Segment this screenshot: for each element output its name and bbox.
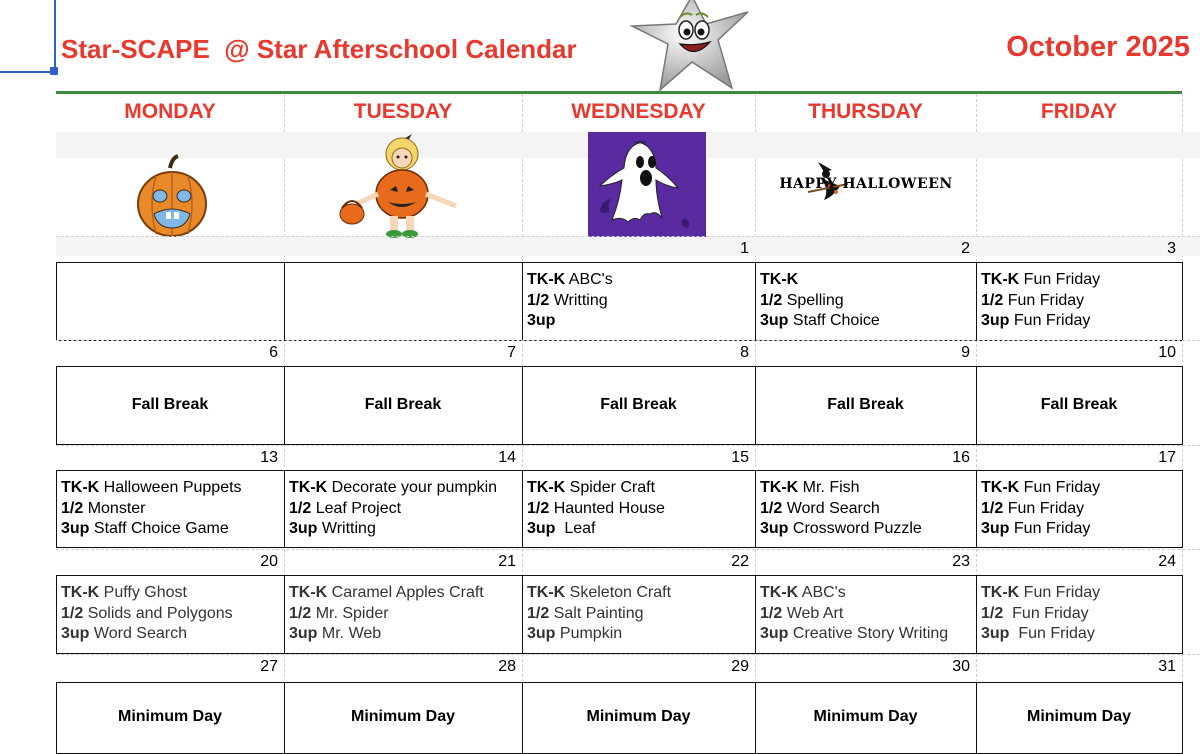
activity-text: Fun Friday bbox=[1019, 584, 1101, 601]
grade-label: 3up bbox=[981, 625, 1010, 642]
week-separator bbox=[56, 549, 1200, 550]
grade-label: 1/2 bbox=[289, 499, 312, 517]
month-label: October 2025 bbox=[1006, 31, 1190, 63]
grade-label: TK-K bbox=[61, 584, 100, 601]
activity-text: Fun Friday bbox=[1003, 291, 1085, 309]
activity-row bbox=[527, 583, 671, 604]
grade-label: TK-K bbox=[527, 479, 566, 496]
grade-label: 3up bbox=[527, 625, 556, 642]
trick-or-treat-girl-icon bbox=[336, 130, 468, 240]
grade-label: 3up bbox=[981, 520, 1010, 537]
activity-text: Web Art bbox=[782, 604, 844, 622]
happy-halloween-witch-icon bbox=[768, 158, 964, 202]
grade-label: TK-K bbox=[981, 271, 1020, 288]
grade-label: 1/2 bbox=[981, 604, 1004, 622]
activity-row bbox=[981, 270, 1100, 291]
day-header-friday: FRIDAY bbox=[1040, 100, 1118, 123]
week-separator bbox=[56, 654, 1200, 655]
day-cell-monday[interactable] bbox=[56, 262, 285, 341]
activity-row bbox=[981, 291, 1084, 312]
activity-row bbox=[289, 604, 389, 625]
grade-label: 3up bbox=[61, 520, 90, 537]
activity-row bbox=[760, 291, 844, 312]
activity-text: Fun Friday bbox=[1019, 271, 1101, 288]
date-number: 1 bbox=[740, 240, 749, 257]
grade-label: TK-K bbox=[61, 479, 100, 496]
date-number: 7 bbox=[507, 344, 516, 361]
star-mascot-icon bbox=[630, 0, 752, 92]
activity-row bbox=[527, 291, 608, 312]
grade-label: 3up bbox=[981, 312, 1010, 329]
grade-label: 3up bbox=[61, 625, 90, 642]
date-number: 8 bbox=[740, 344, 749, 361]
activity-text: Decorate your pumpkin bbox=[327, 479, 498, 496]
activity-text: Leaf bbox=[555, 520, 596, 537]
date-number: 22 bbox=[731, 553, 749, 570]
selection-guide-vertical bbox=[54, 0, 56, 72]
day-cell-tuesday[interactable] bbox=[284, 262, 523, 341]
activity-row bbox=[61, 519, 229, 540]
activity-text: Word Search bbox=[89, 625, 187, 642]
special-day-label: Fall Break bbox=[827, 395, 904, 413]
special-day-label: Minimum Day bbox=[1026, 708, 1131, 725]
grade-label: TK-K bbox=[760, 584, 799, 601]
activity-text: Salt Painting bbox=[549, 604, 644, 622]
selection-guide-horizontal bbox=[0, 71, 56, 73]
date-number: 14 bbox=[498, 449, 516, 466]
activity-text: ABC's bbox=[798, 584, 846, 601]
activity-text: Puffy Ghost bbox=[99, 584, 187, 601]
activity-row bbox=[289, 624, 381, 645]
grade-label: 1/2 bbox=[289, 604, 312, 622]
activity-text: Mr. Fish bbox=[798, 479, 860, 496]
activity-text: Fun Friday bbox=[1003, 604, 1089, 622]
activity-row bbox=[61, 624, 187, 645]
date-number: 20 bbox=[260, 553, 278, 570]
special-day-label: Minimum Day bbox=[586, 708, 691, 725]
week-separator bbox=[56, 236, 1200, 237]
activity-row bbox=[760, 519, 922, 540]
date-number: 23 bbox=[952, 553, 970, 570]
grade-label: 1/2 bbox=[981, 499, 1004, 517]
date-number: 15 bbox=[731, 449, 749, 466]
grade-label: 3up bbox=[527, 312, 556, 329]
activity-text: Fun Friday bbox=[1003, 499, 1085, 517]
grade-label: 1/2 bbox=[981, 291, 1004, 309]
activity-text: Staff Choice Game bbox=[89, 520, 229, 537]
grade-label: TK-K bbox=[760, 479, 799, 496]
grade-label: 3up bbox=[760, 312, 789, 329]
activity-text: ABC's bbox=[565, 271, 613, 288]
grade-label: TK-K bbox=[289, 584, 328, 601]
date-number: 10 bbox=[1158, 344, 1176, 361]
grade-label: 1/2 bbox=[760, 291, 783, 309]
date-number: 27 bbox=[260, 658, 278, 675]
activity-row bbox=[981, 604, 1089, 625]
grade-label: TK-K bbox=[760, 271, 799, 288]
activity-row bbox=[981, 583, 1100, 604]
activity-row bbox=[981, 499, 1084, 520]
activity-row bbox=[981, 624, 1095, 645]
activity-text: Fun Friday bbox=[1009, 520, 1091, 537]
date-number: 3 bbox=[1167, 240, 1176, 257]
special-day-label: Fall Break bbox=[131, 395, 209, 413]
activity-row bbox=[527, 604, 644, 625]
activity-row bbox=[527, 478, 655, 499]
date-number: 29 bbox=[731, 658, 749, 675]
activity-row bbox=[527, 499, 665, 520]
day-header-monday: MONDAY bbox=[124, 100, 216, 123]
grade-label: 3up bbox=[289, 520, 318, 537]
special-day-label: Minimum Day bbox=[813, 708, 918, 725]
date-number: 24 bbox=[1158, 553, 1176, 570]
activity-row bbox=[61, 478, 242, 499]
date-number: 6 bbox=[269, 344, 278, 361]
grade-label: TK-K bbox=[527, 584, 566, 601]
activity-text: Skeleton Craft bbox=[565, 584, 672, 601]
activity-row bbox=[760, 583, 846, 604]
page-title: Star-SCAPE @ Star Afterschool Calendar bbox=[61, 34, 577, 64]
activity-row bbox=[981, 478, 1100, 499]
grade-label: TK-K bbox=[981, 479, 1020, 496]
special-day-label: Fall Break bbox=[364, 395, 442, 413]
activity-row bbox=[981, 311, 1090, 332]
activity-text: Monster bbox=[83, 499, 146, 517]
activity-row bbox=[289, 478, 497, 499]
activity-row bbox=[760, 311, 880, 332]
grade-label: 3up bbox=[760, 625, 789, 642]
activity-row bbox=[61, 499, 146, 520]
date-number: 17 bbox=[1158, 449, 1176, 466]
date-number: 9 bbox=[961, 344, 970, 361]
activity-text: Fun Friday bbox=[1009, 625, 1095, 642]
pumpkin-icon bbox=[134, 154, 210, 238]
activity-text: Caramel Apples Craft bbox=[327, 584, 484, 601]
activity-text: Spider Craft bbox=[565, 479, 656, 496]
activity-row bbox=[289, 519, 376, 540]
activity-row bbox=[61, 583, 187, 604]
activity-row bbox=[527, 519, 595, 540]
header-divider bbox=[56, 91, 1182, 94]
activity-text: Crossword Puzzle bbox=[788, 520, 922, 537]
grade-label: 3up bbox=[527, 520, 556, 537]
grade-label: 1/2 bbox=[527, 499, 550, 517]
date-number: 13 bbox=[260, 449, 278, 466]
activity-text: Staff Choice bbox=[788, 312, 880, 329]
date-number: 16 bbox=[952, 449, 970, 466]
activity-row bbox=[760, 270, 798, 291]
activity-text: Creative Story Writing bbox=[788, 625, 949, 642]
special-day-label: Fall Break bbox=[1040, 395, 1118, 413]
activity-row bbox=[760, 604, 843, 625]
activity-row bbox=[760, 478, 860, 499]
grade-label: 1/2 bbox=[527, 291, 550, 309]
activity-row bbox=[760, 624, 948, 645]
activity-text: Mr. Spider bbox=[311, 604, 389, 622]
activity-row bbox=[289, 499, 401, 520]
activity-text: Pumpkin bbox=[555, 625, 623, 642]
activity-text: Mr. Web bbox=[317, 625, 382, 642]
activity-text: Writting bbox=[317, 520, 376, 537]
activity-text: Leaf Project bbox=[311, 499, 402, 517]
activity-text: Word Search bbox=[782, 499, 880, 517]
grade-label: 1/2 bbox=[61, 604, 84, 622]
date-number: 31 bbox=[1158, 658, 1176, 675]
week-separator bbox=[56, 445, 1200, 446]
activity-text: Writting bbox=[549, 291, 608, 309]
special-day-label: Minimum Day bbox=[350, 708, 455, 725]
grade-label: TK-K bbox=[981, 584, 1020, 601]
date-number: 28 bbox=[498, 658, 516, 675]
day-header-tuesday: TUESDAY bbox=[353, 100, 453, 123]
date-number: 2 bbox=[961, 240, 970, 257]
activity-row bbox=[61, 604, 233, 625]
grade-label: 3up bbox=[289, 625, 318, 642]
day-header-thursday: THURSDAY bbox=[808, 100, 923, 123]
grade-label: 1/2 bbox=[760, 499, 783, 517]
grade-label: 1/2 bbox=[760, 604, 783, 622]
activity-text: Halloween Puppets bbox=[99, 479, 242, 496]
grade-label: 3up bbox=[760, 520, 789, 537]
grade-label: 1/2 bbox=[61, 499, 84, 517]
activity-row bbox=[527, 624, 622, 645]
date-number: 21 bbox=[498, 553, 516, 570]
activity-text: Spelling bbox=[782, 291, 844, 309]
happy-halloween-text: HAPPY HALLOWEEN bbox=[779, 176, 953, 192]
activity-text: Haunted House bbox=[549, 499, 665, 517]
day-header-wednesday: WEDNESDAY bbox=[571, 100, 706, 123]
selection-handle[interactable] bbox=[50, 67, 58, 75]
special-day-label: Minimum Day bbox=[117, 708, 222, 725]
activity-row bbox=[289, 583, 484, 604]
special-day-label: Fall Break bbox=[600, 395, 677, 413]
date-row-band bbox=[56, 236, 1200, 256]
week-separator bbox=[56, 340, 1200, 341]
grade-label: 1/2 bbox=[527, 604, 550, 622]
activity-text: Fun Friday bbox=[1009, 312, 1091, 329]
activity-text: Fun Friday bbox=[1019, 479, 1101, 496]
activity-row bbox=[527, 270, 613, 291]
grade-label: TK-K bbox=[527, 271, 566, 288]
grade-label: TK-K bbox=[289, 479, 328, 496]
activity-row bbox=[981, 519, 1090, 540]
activity-row bbox=[760, 499, 880, 520]
date-number: 30 bbox=[952, 658, 970, 675]
ghost-icon bbox=[588, 132, 706, 237]
activity-row bbox=[527, 311, 555, 332]
activity-text: Solids and Polygons bbox=[83, 604, 233, 622]
